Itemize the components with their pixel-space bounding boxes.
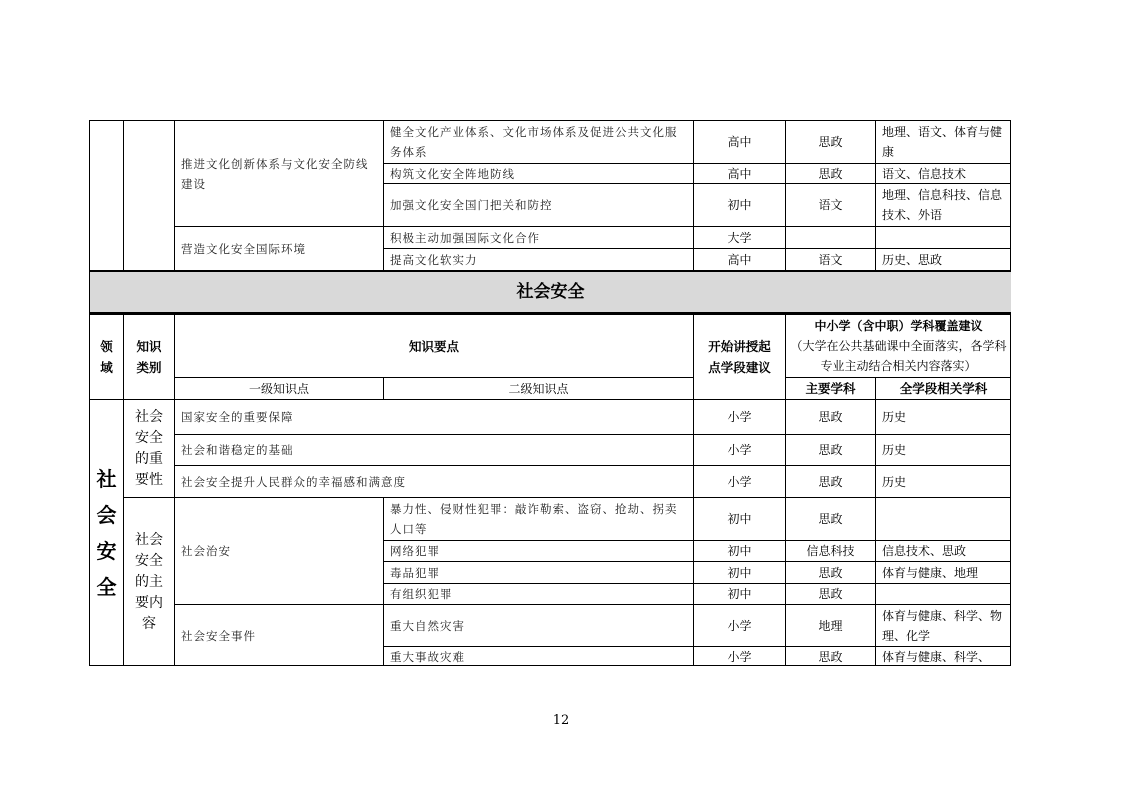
start-stage-cell: 小学: [693, 604, 785, 646]
header-category: 知识 类别: [123, 314, 174, 399]
related-subjects-cell: 历史: [875, 399, 1011, 434]
start-stage-cell: 高中: [693, 248, 785, 270]
related-subjects-cell: 历史、思政: [875, 248, 1011, 270]
level2-cell: 网络犯罪: [383, 540, 693, 561]
domain-cell-blank: [89, 120, 123, 270]
related-subjects-cell: 历史: [875, 465, 1011, 497]
header-coverage: 中小学（含中职）学科覆盖建议 （大学在公共基础课中全面落实，各学科 专业主动结合相关内容落实）: [785, 314, 1011, 377]
related-subjects-cell: 历史: [875, 434, 1011, 465]
start-stage-cell: 初中: [693, 583, 785, 604]
level2-cell: 暴力性、侵财性犯罪：敲诈勒索、盗窃、抢劫、拐卖人口等: [383, 497, 693, 540]
start-stage-cell: 小学: [693, 434, 785, 465]
start-stage-cell: 大学: [693, 226, 785, 248]
level1-cell: 推进文化创新体系与文化安全防线建设: [174, 120, 383, 226]
header-level1: 一级知识点: [174, 377, 383, 399]
main-subject-cell: 语文: [785, 183, 875, 226]
main-subject-cell: [785, 226, 875, 248]
related-subjects-cell: 体育与健康、科学、: [875, 646, 1011, 666]
header-start-stage: 开始讲授起 点学段建议: [693, 314, 785, 399]
level2-cell: 加强文化安全国门把关和防控: [383, 183, 693, 226]
knowledge-point-cell: 社会安全提升人民群众的幸福感和满意度: [174, 465, 693, 497]
main-subject-cell: 思政: [785, 646, 875, 666]
level2-cell: 有组织犯罪: [383, 583, 693, 604]
domain-social-security: 社 会 安 全: [89, 399, 123, 666]
header-domain: 领 域: [89, 314, 123, 399]
start-stage-cell: 初中: [693, 183, 785, 226]
main-subject-cell: 思政: [785, 434, 875, 465]
main-subject-cell: 思政: [785, 497, 875, 540]
level2-cell: 健全文化产业体系、文化市场体系及促进公共文化服务体系: [383, 120, 693, 163]
level2-cell: 提高文化软实力: [383, 248, 693, 270]
main-subject-cell: 思政: [785, 120, 875, 163]
level1-cell: 社会安全事件: [174, 604, 383, 666]
main-subject-cell: 地理: [785, 604, 875, 646]
level1-cell: 社会治安: [174, 497, 383, 604]
start-stage-cell: 初中: [693, 561, 785, 583]
main-subject-cell: 思政: [785, 465, 875, 497]
section-banner: 社会安全: [89, 270, 1011, 314]
level2-cell: 积极主动加强国际文化合作: [383, 226, 693, 248]
related-subjects-cell: 体育与健康、科学、物理、化学: [875, 604, 1011, 646]
knowledge-point-cell: 社会和谐稳定的基础: [174, 434, 693, 465]
category-cell-blank: [123, 120, 174, 270]
related-subjects-cell: 地理、信息科技、信息技术、外语: [875, 183, 1011, 226]
level2-cell: 重大自然灾害: [383, 604, 693, 646]
related-subjects-cell: 语文、信息技术: [875, 163, 1011, 183]
related-subjects-cell: [875, 226, 1011, 248]
knowledge-table: [89, 120, 1011, 666]
related-subjects-cell: 体育与健康、地理: [875, 561, 1011, 583]
category-main-content: 社会 安全 的主 要内 容: [123, 497, 174, 666]
header-main-subject: 主要学科: [785, 377, 875, 399]
page-number: 12: [552, 713, 570, 728]
related-subjects-cell: 信息技术、思政: [875, 540, 1011, 561]
level2-cell: 构筑文化安全阵地防线: [383, 163, 693, 183]
main-subject-cell: 思政: [785, 399, 875, 434]
header-knowledge-points: 知识要点: [174, 314, 693, 377]
category-importance: 社会 安全 的重 要性: [123, 399, 174, 497]
main-subject-cell: 思政: [785, 163, 875, 183]
main-subject-cell: 语文: [785, 248, 875, 270]
start-stage-cell: 小学: [693, 465, 785, 497]
start-stage-cell: 小学: [693, 646, 785, 666]
start-stage-cell: 高中: [693, 120, 785, 163]
start-stage-cell: 小学: [693, 399, 785, 434]
header-related-subjects: 全学段相关学科: [875, 377, 1011, 399]
related-subjects-cell: [875, 497, 1011, 540]
knowledge-point-cell: 国家安全的重要保障: [174, 399, 693, 434]
related-subjects-cell: [875, 583, 1011, 604]
start-stage-cell: 高中: [693, 163, 785, 183]
related-subjects-cell: 地理、语文、体育与健康: [875, 120, 1011, 163]
header-level2: 二级知识点: [383, 377, 693, 399]
level2-cell: 毒品犯罪: [383, 561, 693, 583]
main-subject-cell: 思政: [785, 561, 875, 583]
level1-cell: 营造文化安全国际环境: [174, 226, 383, 270]
start-stage-cell: 初中: [693, 540, 785, 561]
main-subject-cell: 思政: [785, 583, 875, 604]
level2-cell: 重大事故灾难: [383, 646, 693, 666]
main-subject-cell: 信息科技: [785, 540, 875, 561]
start-stage-cell: 初中: [693, 497, 785, 540]
